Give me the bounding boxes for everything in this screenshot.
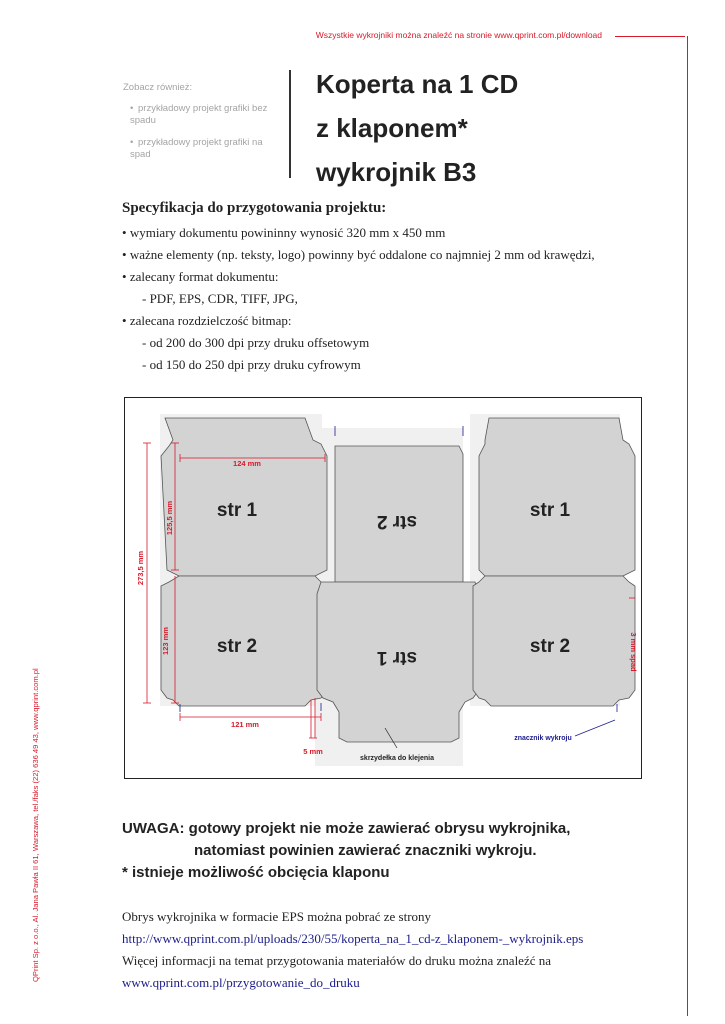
- panel-label: str 2: [216, 636, 258, 657]
- cut-mark-note: znacznik wykroju: [514, 735, 572, 742]
- see-also-item[interactable]: • przykładowy projekt grafiki bez spadu: [130, 103, 268, 126]
- panel-label: str 2: [529, 636, 571, 657]
- dim-label: 124 mm: [233, 459, 261, 468]
- bleed-label: 3 mm spad: [629, 632, 638, 672]
- see-also-list: [123, 103, 283, 171]
- spec-line: • ważne elementy (np. teksty, logo) powinny być oddalone co najmniej 2 mm od krawędzi,: [122, 247, 595, 262]
- spec-line: - PDF, EPS, CDR, TIFF, JPG,: [142, 291, 298, 306]
- glue-note: skrzydełka do klejenia: [360, 755, 434, 762]
- panel-label: str 1: [529, 500, 571, 521]
- mark-pointer: [575, 720, 615, 736]
- eps-download-link[interactable]: http://www.qprint.com.pl/uploads/230/55/koperta_na_1_cd-z_klaponem-_wykrojnik.eps: [122, 931, 584, 946]
- top-rule: [615, 36, 685, 37]
- info-text: Więcej informacji na temat przygotowania materiałów do druku można znaleźć na: [122, 953, 552, 968]
- spec-list: [122, 222, 595, 376]
- download-note: Wszystkie wykrojniki można znaleźć na stronie www.qprint.com.pl/download: [315, 30, 602, 40]
- warning-block: UWAGA: gotowy projekt nie może zawierać obrysu wykrojnika, natomiast powinien zawierać znaczniki wykroju. * istnieje możliwość obcięcia klaponu: [122, 820, 571, 881]
- dim-label: 273,5 mm: [136, 550, 145, 586]
- title-divider: [289, 70, 291, 178]
- panel-label: str 2: [376, 511, 418, 532]
- info-block: [122, 906, 583, 994]
- spec-heading: Specyfikacja do przygotowania projektu:: [122, 200, 387, 216]
- dim-label: 125,5 mm: [165, 500, 174, 536]
- die-cut-frame: [124, 397, 642, 779]
- see-also-item[interactable]: • przykładowy projekt grafiki na spad: [130, 137, 263, 160]
- spec-line: • wymiary dokumentu powininny wynosić 320 mm x 450 mm: [122, 225, 446, 240]
- dim-label: 121 mm: [231, 720, 259, 729]
- panel-label: str 1: [216, 500, 258, 521]
- spec-line: - od 150 do 250 dpi przy druku cyfrowym: [142, 357, 361, 372]
- guide-link[interactable]: www.qprint.com.pl/przygotowanie_do_druku: [122, 975, 360, 990]
- right-top-panel: [479, 418, 635, 576]
- dim-label: 123 mm: [161, 627, 170, 655]
- see-also-heading: Zobacz również:: [123, 82, 193, 93]
- right-rule: [687, 36, 688, 1016]
- dim-label: 5 mm: [303, 747, 323, 756]
- spec-line: - od 200 do 300 dpi przy druku offsetowym: [142, 335, 370, 350]
- spec-line: • zalecana rozdzielczość bitmap:: [122, 313, 292, 328]
- company-sidebar: [17, 668, 40, 988]
- info-text: Obrys wykrojnika w formacie EPS można pobrać ze strony: [122, 909, 432, 924]
- company-info: QPrint Sp. z o.o., Al. Jana Pawła II 61, Warszawa, tel./faks (22) 636 49 43, www.qprint.com.pl: [31, 668, 40, 982]
- spec-line: • zalecany format dokumentu:: [122, 269, 279, 284]
- die-cut-diagram: [125, 398, 641, 778]
- panel-label: str 1: [376, 647, 418, 668]
- page-title: Koperta na 1 CD z klaponem* wykrojnik B3: [316, 69, 519, 187]
- left-top-panel: [161, 418, 327, 576]
